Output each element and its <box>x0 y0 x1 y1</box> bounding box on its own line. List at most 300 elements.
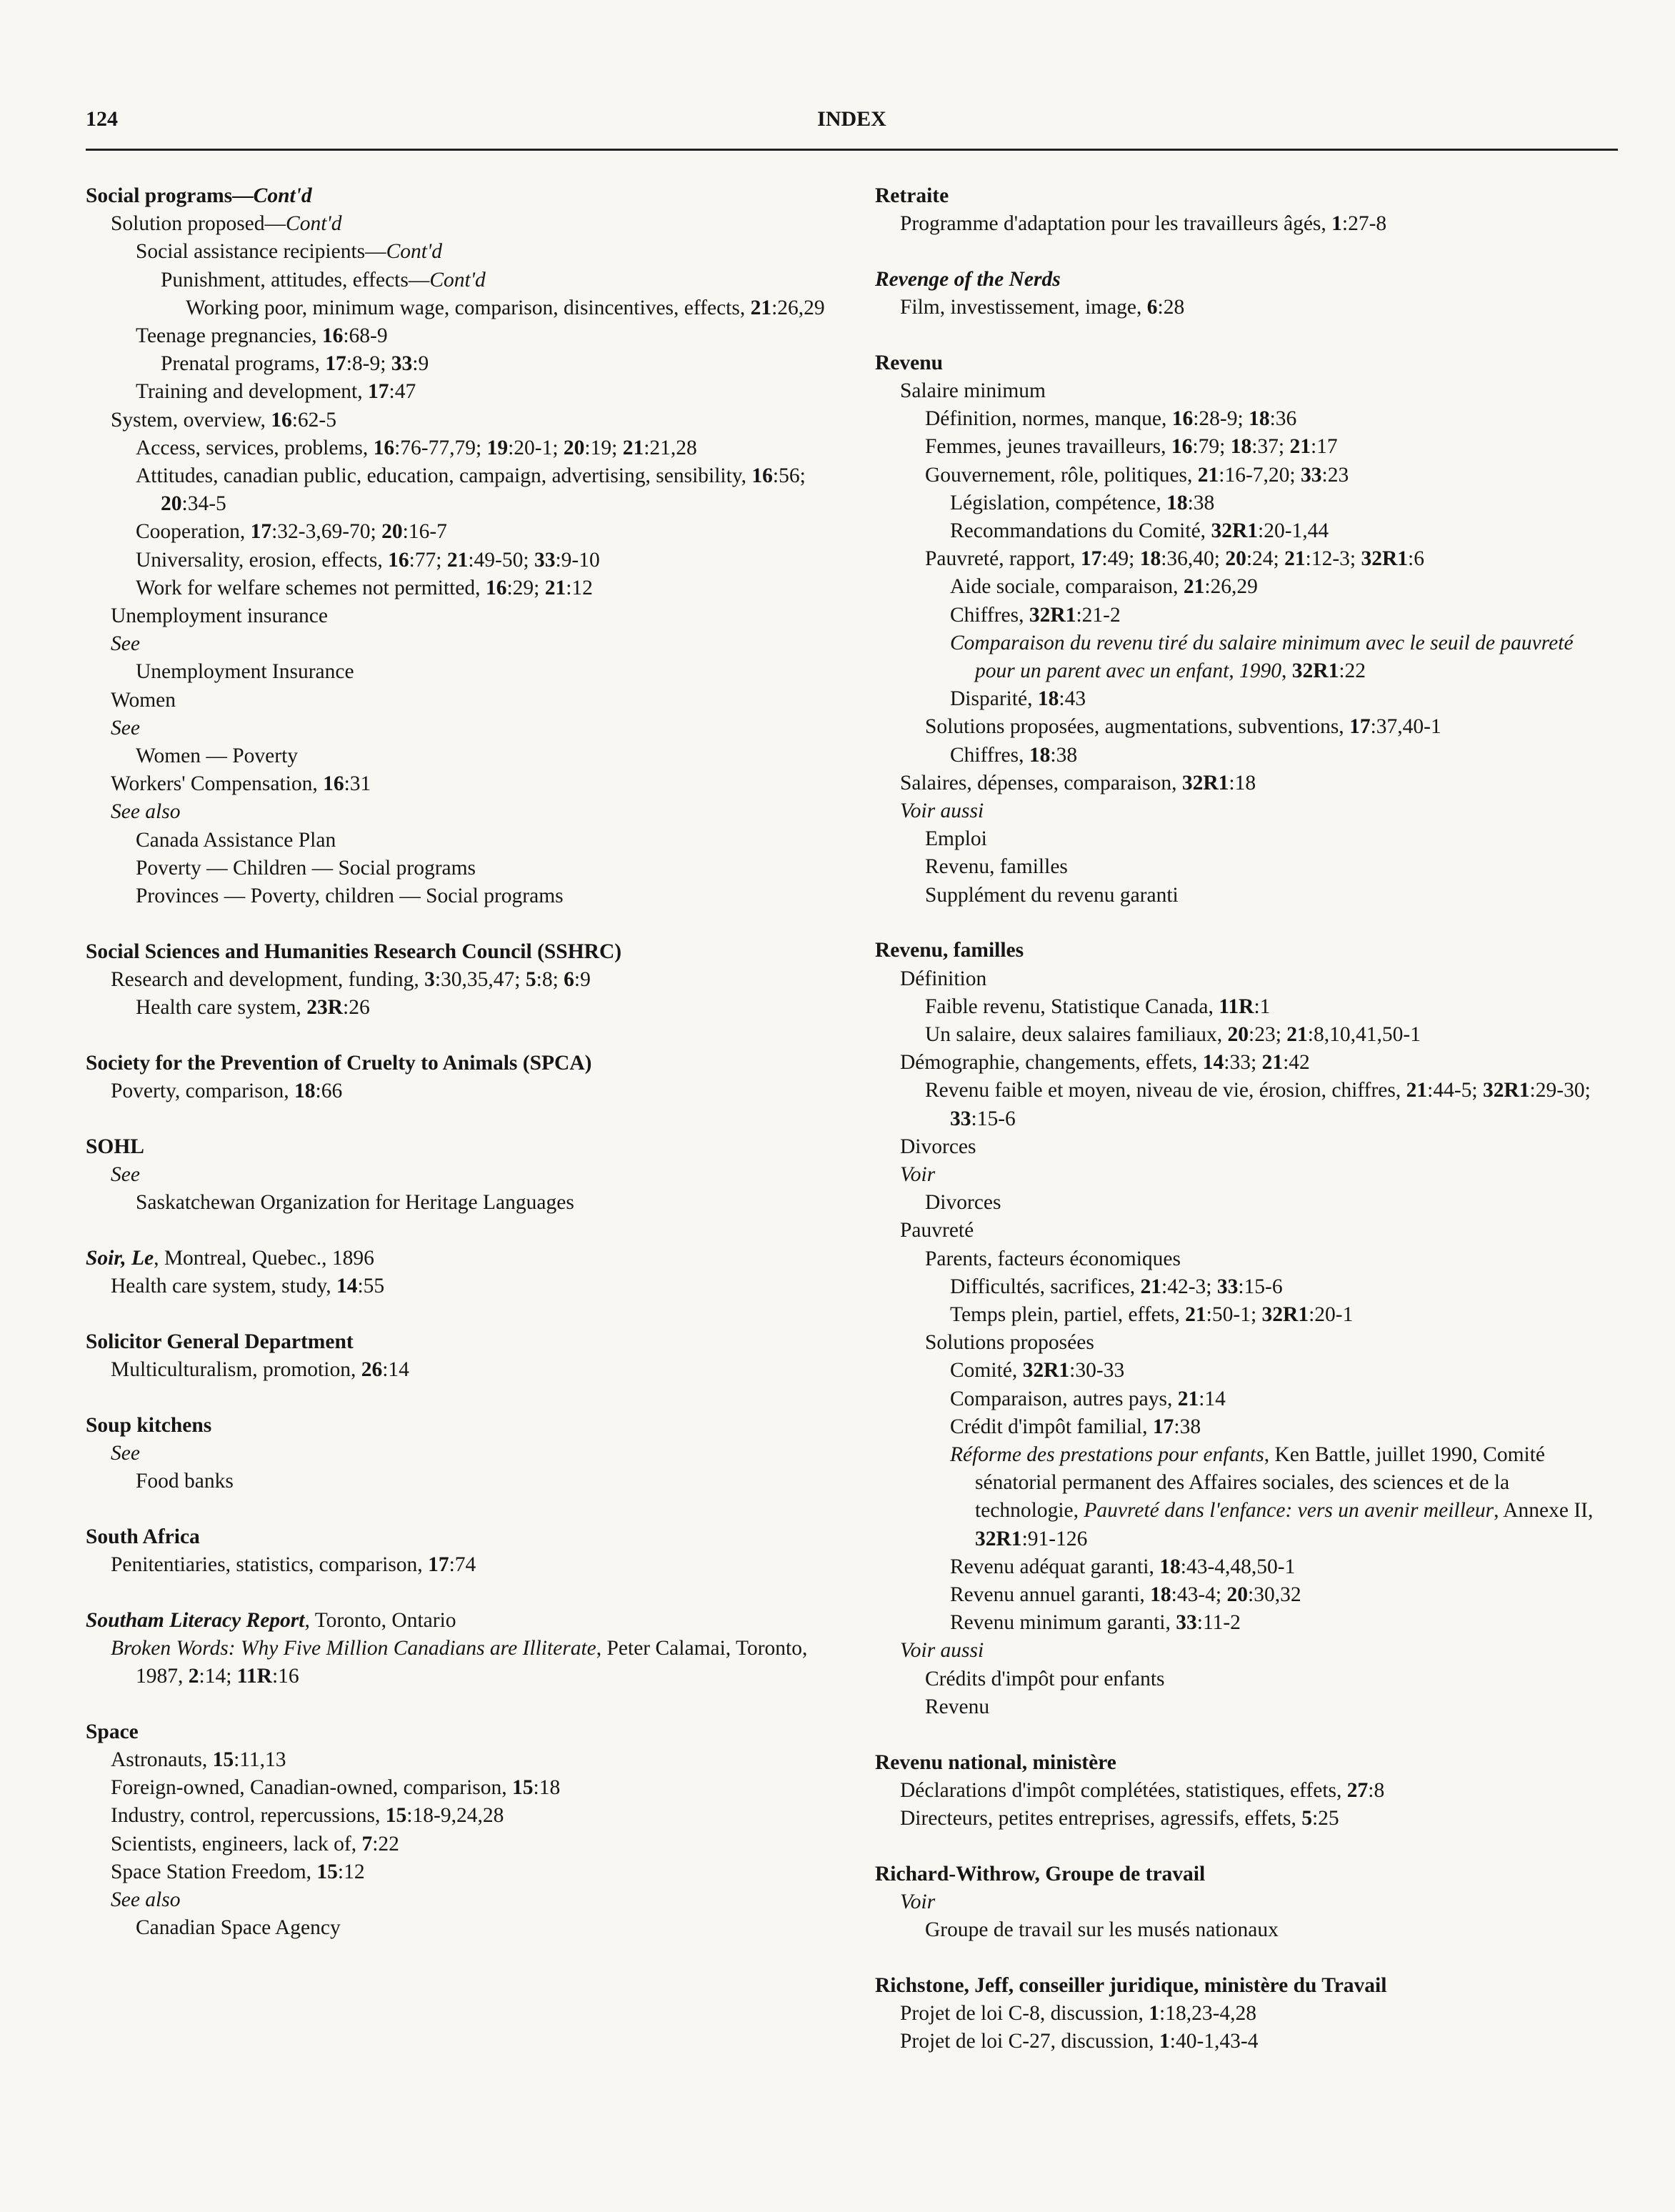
index-heading <box>86 1133 843 1161</box>
index-text: Health care system, <box>136 996 307 1020</box>
index-text: 16 <box>388 548 409 572</box>
index-text: Solution proposed— <box>111 212 286 236</box>
index-column-left <box>86 182 843 1970</box>
index-subentry <box>86 658 843 686</box>
index-column-right <box>875 182 1618 2083</box>
index-text: Penitentiaries, statistics, comparison, <box>111 1553 429 1577</box>
index-text: :40-1,43-4 <box>1169 2030 1259 2053</box>
index-text: Solutions proposées <box>925 1331 1094 1355</box>
index-text: Revenu <box>875 351 944 374</box>
index-heading <box>86 1523 843 1551</box>
index-text: :8; <box>536 967 564 991</box>
index-subentry <box>875 797 1618 825</box>
index-text: See also <box>111 800 181 824</box>
index-subentry <box>875 769 1618 797</box>
index-text: Working poor, minimum wage, comparison, disincentives, effects, <box>186 296 751 319</box>
index-text: Access, services, problems, <box>136 436 374 459</box>
index-text: :11,13 <box>234 1748 286 1772</box>
index-heading <box>86 1328 843 1356</box>
index-heading <box>86 182 843 210</box>
index-text: Législation, compétence, <box>950 491 1167 514</box>
index-text: :36,40; <box>1161 547 1226 571</box>
index-heading <box>875 937 1618 965</box>
index-subentry <box>875 2028 1618 2056</box>
index-text: 17 <box>325 352 346 376</box>
index-subentry <box>875 489 1618 517</box>
index-text: 17 <box>1152 1415 1174 1438</box>
index-text: 6 <box>564 967 574 991</box>
index-text: Punishment, attitudes, effects— <box>161 268 430 292</box>
index-text: Aide sociale, comparaison, <box>950 575 1184 599</box>
index-entry <box>875 1972 1618 2056</box>
index-text: 21 <box>446 548 469 572</box>
index-text: 32R1 <box>1181 771 1229 794</box>
index-text: Faible revenu, Statistique Canada, <box>925 995 1219 1018</box>
index-text: Divorces <box>900 1135 976 1158</box>
index-text: Broken Words: Why Five Million Canadians are Illiterate <box>111 1636 596 1660</box>
index-entry <box>86 1718 843 1943</box>
index-text: :20-1 <box>1309 1303 1354 1327</box>
index-entry <box>86 1050 843 1105</box>
index-text: Industry, control, repercussions, <box>111 1804 386 1828</box>
index-text: 18 <box>1139 547 1161 571</box>
index-text: :8,10,41,50-1 <box>1307 1022 1421 1046</box>
index-text: :22 <box>372 1832 399 1855</box>
index-text: Richard-Withrow, Groupe de travail <box>875 1862 1206 1885</box>
index-text: Salaire minimum <box>900 379 1046 403</box>
index-subentry <box>875 685 1618 713</box>
index-subentry <box>86 687 843 714</box>
index-subentry <box>875 1245 1618 1273</box>
index-text: :21,28 <box>644 436 697 459</box>
index-subentry <box>86 1774 843 1802</box>
index-subentry <box>86 827 843 855</box>
index-text: , Peter Calamai, Toronto, 1987, <box>136 1636 808 1688</box>
index-text: :68-9 <box>343 324 388 348</box>
index-heading <box>86 1245 843 1272</box>
index-entry <box>875 1860 1618 1945</box>
index-text: :38 <box>1174 1415 1201 1438</box>
index-text: Universality, erosion, effects, <box>136 548 389 572</box>
index-text: :14 <box>1199 1387 1226 1410</box>
index-text: 5 <box>1301 1806 1312 1830</box>
index-text: :49; <box>1101 547 1140 571</box>
index-subentry <box>86 1189 843 1217</box>
index-text: Revenu, familles <box>925 855 1068 879</box>
index-entry <box>875 1749 1618 1833</box>
index-text: 17 <box>250 520 272 544</box>
index-text: :43-4; <box>1171 1583 1227 1607</box>
header-rule <box>86 149 1618 151</box>
index-text: 16 <box>323 772 344 796</box>
index-subentry <box>86 855 843 882</box>
index-subentry <box>875 1805 1618 1833</box>
index-subentry <box>875 1189 1618 1217</box>
index-text: :33; <box>1224 1051 1262 1075</box>
index-text: 21 <box>1197 463 1219 487</box>
index-subentry <box>875 1637 1618 1665</box>
index-text: 16 <box>373 436 395 459</box>
index-subentry <box>875 825 1618 853</box>
index-text: , Ken Battle, juillet 1990, Comité sénatorial permanent des Affaires sociales, des sciences et de la technologie, <box>975 1443 1546 1523</box>
index-text: 20 <box>161 492 182 516</box>
index-text: :27-8 <box>1341 212 1387 236</box>
index-text: 20 <box>1225 547 1246 571</box>
index-subentry <box>86 266 843 294</box>
index-text: Comparaison, autres pays, <box>950 1387 1178 1410</box>
index-subentry <box>86 462 843 518</box>
index-text: :9-10 <box>555 548 600 572</box>
index-subentry <box>86 714 843 742</box>
index-subentry <box>875 2000 1618 2028</box>
index-subentry <box>875 1413 1618 1441</box>
index-text: Social Sciences and Humanities Research Council (SSHRC) <box>86 940 622 963</box>
index-text: :47 <box>389 380 416 404</box>
index-text: :43 <box>1059 687 1086 711</box>
index-subentry <box>86 210 843 238</box>
index-subentry <box>86 1746 843 1774</box>
index-text: Un salaire, deux salaires familiaux, <box>925 1022 1228 1046</box>
index-text: 16 <box>485 576 507 599</box>
index-subentry <box>875 1553 1618 1581</box>
index-text: 11R <box>236 1665 272 1688</box>
index-entry <box>86 1245 843 1300</box>
index-text: Space Station Freedom, <box>111 1860 317 1883</box>
index-text: Difficultés, sacrifices, <box>950 1275 1141 1298</box>
index-subentry <box>875 1385 1618 1413</box>
index-subentry <box>86 322 843 350</box>
index-text: Cont'd <box>253 184 312 207</box>
index-subentry <box>86 407 843 434</box>
index-text: :24; <box>1246 547 1285 571</box>
index-text: :20-1; <box>508 436 564 459</box>
index-text: :16 <box>271 1665 299 1688</box>
index-text: SOHL <box>86 1135 144 1158</box>
index-text: Poverty, comparison, <box>111 1080 294 1103</box>
index-subentry <box>86 238 843 266</box>
index-text: 32R1 <box>975 1527 1022 1550</box>
index-text: 18 <box>294 1080 316 1103</box>
index-text: :9 <box>412 352 429 376</box>
index-subentry <box>86 1356 843 1384</box>
index-text: Scientists, engineers, lack of, <box>111 1832 362 1855</box>
index-text: :6 <box>1408 547 1424 571</box>
index-subentry <box>86 1886 843 1914</box>
index-text: Crédits d'impôt pour enfants <box>925 1667 1165 1690</box>
index-text: Voir aussi <box>900 1639 984 1663</box>
index-text: Women — Poverty <box>136 744 299 768</box>
index-text: Voir aussi <box>900 799 984 823</box>
index-subentry <box>86 1914 843 1942</box>
index-text: 32R1 <box>1022 1359 1070 1382</box>
index-text: Revenu <box>925 1695 990 1718</box>
index-text: See also <box>111 1888 181 1912</box>
page-number: 124 <box>86 107 118 131</box>
index-subentry <box>875 1161 1618 1189</box>
index-text: :30-33 <box>1069 1359 1125 1382</box>
index-text: Réforme des prestations pour enfants <box>950 1443 1264 1467</box>
index-text: :29-30; <box>1529 1079 1591 1102</box>
index-subentry <box>86 742 843 770</box>
index-subentry <box>86 1830 843 1858</box>
index-text: :18 <box>1229 771 1256 794</box>
index-text: :66 <box>315 1080 343 1103</box>
index-text: 5 <box>525 967 536 991</box>
index-text: 20 <box>563 436 585 459</box>
index-text: 27 <box>1346 1778 1369 1802</box>
index-subentry <box>875 573 1618 601</box>
index-text: 15 <box>212 1748 234 1772</box>
index-subentry <box>875 1665 1618 1693</box>
index-text: :32-3,69-70; <box>271 520 382 544</box>
index-entry <box>86 182 843 910</box>
index-subentry <box>875 882 1618 910</box>
index-subentry <box>875 1133 1618 1161</box>
index-text: 21 <box>622 436 644 459</box>
index-text: Comité, <box>950 1359 1023 1382</box>
index-text: Cont'd <box>386 240 443 264</box>
index-text: 18 <box>1166 491 1188 514</box>
index-text: 33 <box>1216 1275 1239 1298</box>
index-text: :16-7,20; <box>1219 463 1301 487</box>
index-subentry <box>875 1581 1618 1609</box>
index-text: 32R1 <box>1482 1079 1530 1102</box>
index-text: Space <box>86 1720 139 1743</box>
index-text: Astronauts, <box>111 1748 213 1772</box>
index-subentry <box>86 798 843 826</box>
index-subentry <box>86 882 843 910</box>
index-text: 1 <box>1149 2001 1160 2025</box>
index-text: :8 <box>1368 1778 1385 1802</box>
index-text: 21 <box>1177 1387 1199 1410</box>
index-text: 11R <box>1219 995 1254 1018</box>
index-text: :1 <box>1254 995 1271 1018</box>
index-text: 16 <box>751 464 773 488</box>
index-text: :37; <box>1251 435 1290 459</box>
index-text: 18 <box>1150 1583 1171 1607</box>
index-subentry <box>86 770 843 798</box>
index-text: Disparité, <box>950 687 1038 711</box>
index-subentry <box>86 994 843 1022</box>
index-text: Health care system, study, <box>111 1275 336 1298</box>
index-text: 33 <box>950 1107 971 1130</box>
index-text: 16 <box>321 324 344 348</box>
index-entry <box>875 937 1618 1721</box>
index-text: :16-7 <box>402 520 447 544</box>
index-text: 16 <box>271 408 292 432</box>
index-entry <box>86 1328 843 1384</box>
index-text: :76-77,79; <box>394 436 487 459</box>
index-subentry <box>86 1161 843 1189</box>
index-text: 15 <box>385 1804 407 1828</box>
index-text: :26 <box>343 996 370 1020</box>
index-text: 20 <box>1227 1022 1249 1046</box>
index-text: :14; <box>199 1665 237 1688</box>
index-text: 21 <box>750 296 772 319</box>
index-text: Voir <box>900 1890 936 1913</box>
index-subentry <box>86 378 843 406</box>
index-subentry <box>86 630 843 658</box>
index-text: 17 <box>428 1553 449 1577</box>
index-text: 32R1 <box>1029 603 1076 627</box>
index-text: :38 <box>1050 743 1078 767</box>
index-text: 18 <box>1029 743 1051 767</box>
index-text: :9 <box>574 967 591 991</box>
index-text: Pauvreté dans l'enfance: vers un avenir meilleur <box>1084 1499 1494 1523</box>
index-entry <box>875 182 1618 238</box>
index-text: Revenge of the Nerds <box>875 267 1061 291</box>
index-text: 32R1 <box>1361 547 1409 571</box>
index-text: :18,23-4,28 <box>1159 2001 1257 2025</box>
index-heading <box>86 1412 843 1440</box>
index-text: :30,35,47; <box>434 967 526 991</box>
index-subentry <box>86 1440 843 1468</box>
index-subentry <box>875 517 1618 545</box>
index-text: 2 <box>188 1665 199 1688</box>
index-text: , Toronto, Ontario <box>304 1608 456 1632</box>
index-text: :79; <box>1192 435 1231 459</box>
index-entry <box>86 1133 843 1217</box>
index-text: 6 <box>1146 296 1158 319</box>
index-text: 23R <box>306 996 343 1020</box>
index-text: Revenu, familles <box>875 939 1024 962</box>
index-text: :20-1,44 <box>1258 519 1329 543</box>
index-text: :91-126 <box>1021 1527 1088 1550</box>
index-text: See <box>111 1163 140 1186</box>
index-subentry <box>875 294 1618 322</box>
index-subentry <box>875 853 1618 881</box>
index-text: Groupe de travail sur les musés nationaux <box>925 1918 1279 1942</box>
index-text: :77; <box>409 548 447 572</box>
index-entry <box>875 349 1618 910</box>
index-subentry <box>86 602 843 630</box>
index-text: :23 <box>1321 463 1349 487</box>
index-text: 18 <box>1037 687 1059 711</box>
index-text: 16 <box>1171 407 1194 431</box>
index-text: Pauvreté, rapport, <box>925 547 1081 571</box>
index-text: Pauvreté <box>900 1219 974 1242</box>
index-text: Femmes, jeunes travailleurs, <box>925 435 1171 459</box>
index-text: 21 <box>1286 1022 1308 1046</box>
index-text: Workers' Compensation, <box>111 772 324 796</box>
index-text: 17 <box>1080 547 1102 571</box>
index-text: :8-9; <box>346 352 391 376</box>
index-text: Work for welfare schemes not permitted, <box>136 576 486 599</box>
index-text: Soir, Le <box>86 1246 154 1270</box>
index-text: Women <box>111 688 176 712</box>
index-text: , Montreal, Quebec., 1896 <box>154 1246 374 1270</box>
index-text: 33 <box>1301 463 1322 487</box>
index-subentry <box>875 713 1618 741</box>
index-text: See <box>111 632 140 656</box>
index-subentry <box>875 629 1618 685</box>
index-text: 21 <box>1140 1275 1161 1298</box>
index-text: Démographie, changements, effets, <box>900 1051 1203 1075</box>
index-text: Chiffres, <box>950 743 1029 767</box>
index-text: :36 <box>1269 407 1297 431</box>
index-text: 1 <box>1331 212 1342 236</box>
index-text: Temps plein, partiel, effets, <box>950 1303 1186 1327</box>
index-text: See <box>111 716 140 739</box>
index-subentry <box>86 1858 843 1886</box>
index-subentry <box>875 742 1618 769</box>
index-text: :28 <box>1157 296 1185 319</box>
index-text: :38 <box>1187 491 1215 514</box>
index-text: See <box>111 1441 140 1465</box>
index-text: Recommandations du Comité, <box>950 519 1211 543</box>
index-text: :18 <box>533 1776 561 1800</box>
index-text: Cooperation, <box>136 520 251 544</box>
index-text: 19 <box>486 436 509 459</box>
index-text: 20 <box>381 520 403 544</box>
index-text: Social programs— <box>86 184 254 207</box>
index-text: 7 <box>361 1832 373 1855</box>
index-text: , <box>1281 659 1292 683</box>
index-text: :43-4,48,50-1 <box>1180 1555 1296 1578</box>
index-text: Gouvernement, rôle, politiques, <box>925 463 1198 487</box>
index-text: 20 <box>1226 1583 1248 1607</box>
index-text: Retraite <box>875 184 949 207</box>
index-text: :44-5; <box>1427 1079 1483 1102</box>
index-subentry <box>875 377 1618 405</box>
index-text: Cont'd <box>286 212 342 236</box>
index-text: :26,29 <box>1204 575 1258 599</box>
index-text: :28-9; <box>1193 407 1249 431</box>
index-subentry <box>875 1888 1618 1916</box>
index-subentry <box>875 1693 1618 1721</box>
index-subentry <box>86 1551 843 1579</box>
index-subentry <box>875 210 1618 238</box>
index-text: Multiculturalism, promotion, <box>111 1358 361 1382</box>
index-entry <box>86 1412 843 1496</box>
index-text: 21 <box>544 576 566 599</box>
index-text: Définition <box>900 967 987 990</box>
index-text: :29; <box>506 576 545 599</box>
index-text: Saskatchewan Organization for Heritage Languages <box>136 1191 574 1215</box>
index-text: Parents, facteurs économiques <box>925 1247 1181 1270</box>
index-text: :37,40-1 <box>1370 715 1441 739</box>
index-text: 18 <box>1159 1555 1181 1578</box>
index-text: 17 <box>368 380 389 404</box>
index-text: 32R1 <box>1261 1303 1309 1327</box>
index-entry <box>86 938 843 1022</box>
index-text: Revenu national, ministère <box>875 1750 1116 1774</box>
index-subentry <box>875 965 1618 993</box>
index-subentry <box>875 462 1618 489</box>
index-subentry <box>875 1441 1618 1553</box>
index-text: Teenage pregnancies, <box>136 324 322 348</box>
index-text: :25 <box>1311 1806 1339 1830</box>
index-text: :42-3; <box>1161 1275 1217 1298</box>
index-text: 21 <box>1261 1051 1284 1075</box>
index-text: 15 <box>512 1776 534 1800</box>
index-text: :42 <box>1283 1051 1310 1075</box>
index-subentry <box>86 350 843 378</box>
index-subentry <box>875 1273 1618 1301</box>
index-text: :17 <box>1310 435 1338 459</box>
index-text: Solutions proposées, augmentations, subventions, <box>925 715 1350 739</box>
index-subentry <box>875 545 1618 573</box>
index-text: 33 <box>391 352 413 376</box>
index-text: Film, investissement, image, <box>900 296 1147 319</box>
index-subentry <box>875 433 1618 461</box>
index-text: 16 <box>1171 435 1193 459</box>
index-text: 1 <box>1159 2030 1170 2053</box>
index-subentry <box>86 518 843 546</box>
index-text: Comparaison du revenu tiré du salaire minimum avec le seuil de pauvreté pour un parent avec un enfant, 1990 <box>950 631 1574 683</box>
index-heading <box>875 349 1618 377</box>
index-text: Revenu faible et moyen, niveau de vie, érosion, chiffres, <box>925 1079 1406 1102</box>
